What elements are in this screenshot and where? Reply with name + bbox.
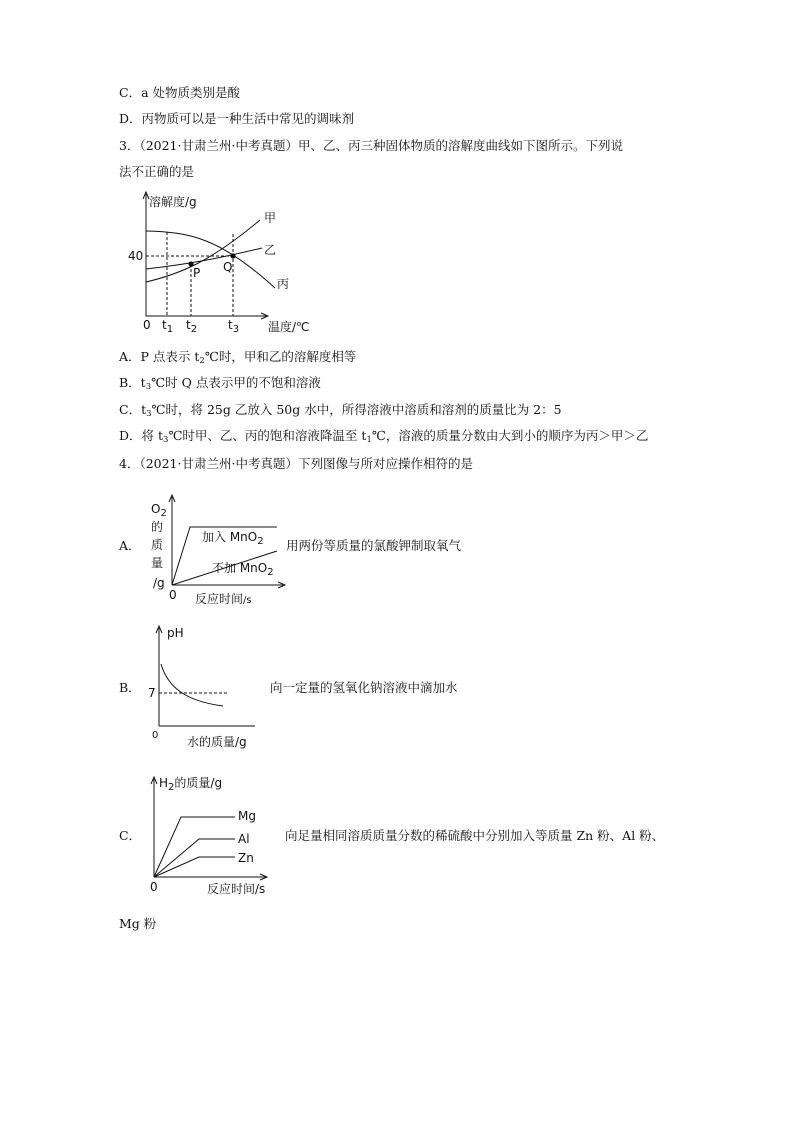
series-zn: Zn xyxy=(238,851,254,865)
x-tick-t2: $t_2$ xyxy=(186,318,198,335)
y-label-liang: 量 xyxy=(151,556,164,570)
q4-option-c-label: C． xyxy=(119,828,142,843)
x-axis-label: 反应时间/s xyxy=(207,882,266,896)
q4-option-a-label: A． xyxy=(119,538,141,553)
question-3-stem-cont: 法不正确的是 xyxy=(119,164,195,179)
label-q: Q xyxy=(223,260,233,274)
question-3-stem: 3．（2021·甘肃兰州·中考真题）甲、乙、丙三种固体物质的溶解度曲线如下图所示。下列说 xyxy=(119,138,623,153)
q4-option-c-text-cont: Mg 粉 xyxy=(119,916,157,931)
q4-option-a-text: 用两份等质量的氯酸钾制取氧气 xyxy=(286,538,462,553)
series-yi: 乙 xyxy=(264,243,277,257)
q3-option-c: C．$t_3℃$时，将 25g 乙放入 50g 水中，所得溶液中溶质和溶剂的质量比为 2：5 xyxy=(119,402,562,419)
q4-option-b-text: 向一定量的氢氧化钠溶液中滴加水 xyxy=(270,680,458,695)
q3-option-d: D．将 $t_3℃$时甲、乙、丙的饱和溶液降温至 $t_1℃$，溶液的质量分数由大到小的顺序为丙＞甲＞乙 xyxy=(119,428,649,445)
q4-option-c-text: 向足量相同溶质质量分数的稀硫酸中分别加入等质量 Zn 粉、Al 粉、 xyxy=(285,828,665,843)
x-axis-label: 水的质量/g xyxy=(187,735,247,749)
curve-mg xyxy=(154,817,235,877)
y-axis-label: $H_2$的质量/g xyxy=(159,776,223,793)
label-p: P xyxy=(193,266,201,280)
y-label-de: 的 xyxy=(151,520,164,534)
y-axis-label: 溶解度/g xyxy=(149,195,197,209)
solubility-chart xyxy=(120,188,340,338)
series-with-mno2: 加入 MnO$_2$ xyxy=(202,530,264,547)
origin-0: 0 xyxy=(169,588,177,602)
y-tick-40: 40 xyxy=(128,249,144,263)
x-axis-label: 温度/℃ xyxy=(268,320,310,334)
curve-yi xyxy=(146,248,262,269)
option-d-prev: D．丙物质可以是一种生活中常见的调味剂 xyxy=(119,111,355,126)
origin-0: 0 xyxy=(152,730,159,741)
series-mg: Mg xyxy=(238,809,256,823)
curve-jia xyxy=(146,220,260,282)
q3-option-b: B．$t_3℃$时 Q 点表示甲的不饱和溶液 xyxy=(119,375,321,392)
y-label-o: $O_2$ xyxy=(151,502,167,519)
series-jia: 甲 xyxy=(264,211,277,225)
question-4-stem: 4．（2021·甘肃兰州·中考真题）下列图像与所对应操作相符的是 xyxy=(119,456,473,471)
x-tick-t3: $t_3$ xyxy=(228,318,240,335)
x-axis-label: 反应时间/s xyxy=(195,592,252,606)
point-q xyxy=(230,253,235,258)
series-al: Al xyxy=(238,832,250,846)
y-axis-label: pH xyxy=(167,626,184,640)
ph-curve xyxy=(161,664,223,706)
hydrogen-chart xyxy=(145,773,280,898)
ph-chart xyxy=(145,622,270,750)
y-label-zhi: 质 xyxy=(151,538,164,552)
x-tick-0: 0 xyxy=(143,318,151,332)
oxygen-chart xyxy=(145,493,290,608)
option-c-prev: C．a 处物质类别是酸 xyxy=(119,85,240,100)
y-label-unit: /g xyxy=(153,576,165,590)
origin-0: 0 xyxy=(150,880,158,894)
x-tick-t1: $t_1$ xyxy=(162,318,174,335)
q3-option-a: A．P 点表示 $t_2℃$时，甲和乙的溶解度相等 xyxy=(119,349,357,366)
y-tick-7: 7 xyxy=(148,686,156,700)
series-without-mno2: 不加 MnO$_2$ xyxy=(212,561,274,578)
q4-option-b-label: B． xyxy=(119,680,141,695)
series-bing: 丙 xyxy=(277,277,290,291)
